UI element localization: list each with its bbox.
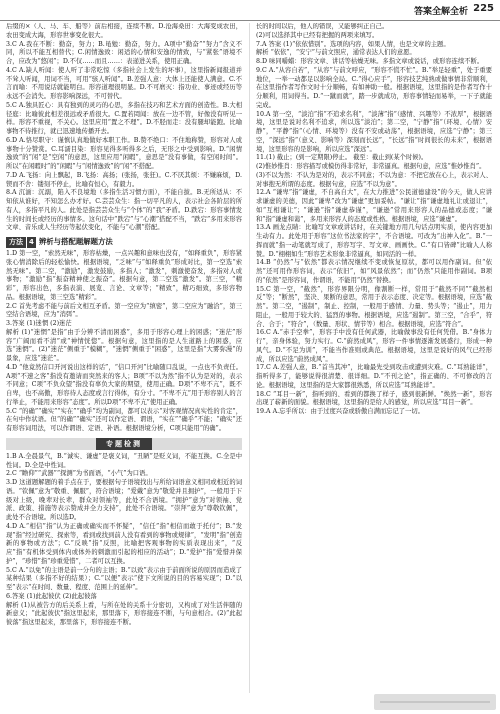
answer-paragraph: 14.B “仍然”与“依然”都表示情况继续不变或恢复原状，都可以用作副词。但“依然”还可用作形容词，表示“依旧”，如“风景依然”；而“仍然”只能用作副词。B项的“依然”是形容词，作谓语，不能用“仍然”替换。 bbox=[256, 259, 492, 284]
answer-paragraph: 3.答案 (1)迷惘 (2)迷茫 bbox=[6, 320, 72, 327]
answer-paragraph: 2.C “瞻仰”“武器”“探测”为书面语，“小气”为口语。 bbox=[6, 470, 152, 478]
answer-paragraph: 4.C A.缺人听闻：使人听了非常吃惊（多指社会上发生的坏事），这里指新闻报道并不耸人听闻，用词不当，可用“骇人听闻”。B.差强人意：大体上还能使人满意。C.不言而喻：不用说话就能明白。形容道理很明显。D.不可磨灭：指功业、事迹或经历等永远不会消失。形容影响深远，不可替代。 bbox=[6, 66, 242, 100]
answer-paragraph: (2)惟妙惟肖：形容描写或模仿得非常好，非常逼真。根据句意，应选“惟妙惟肖”。 bbox=[256, 163, 486, 170]
answer-paragraph: 1.D 第一空，“索然无味”，形容枯燥，一点兴趣和意味也没有，“如释重负”，形容紧张心情消除后的轻松愉快。根据语境，“乏味”与“如释重负”形成对比，第一空选“索然无味”。第二空，“激励”，激发鼓励，多指人；“激发”，刺激使奋发，多指对人或事物；“激励”指“振奋精神使之振奋”。根据句意，第二空选“激发”。第三空，“精彩”，形容出色，多指表演、展览、言论、文章等；“精致”，精巧细致，多形容物品。根据语境，第三空选“精彩”。 bbox=[6, 250, 242, 301]
answer-paragraph: 5.C “的确”“确实”“实在”“确乎”均为副词，都可以表示“对客观情况真实性的肯定”，在句中作状语。但“的确”“确实”还可以作定语、谓语，“实在”“确乎”不能；“确实”还有形容词用法，可以作谓语、定语、补语。根据语境分析，C项只能用“的确”。 bbox=[6, 407, 242, 432]
method-heading bbox=[6, 236, 242, 248]
answer-paragraph: 6.D A.恪尽职守：谨慎认真地做好本职工作。B.赞不绝口：不住地称赞，形容对人或事物十分赞赏。C.耳濡目染：形容见得多听得多之后，无形之中受到影响。D.“闲情逸致”的“闲”是“空闲”的意思，这里应用“闲暇”，意思是“没有事做，有空闲时间”。所以“在闲暇时”的“闲暇”与“闲情逸致”的“闲”不搭配。 bbox=[6, 136, 242, 170]
answer-paragraph: (3)不以为然：不认为是对的，表示不同意；不以为意：不把它放在心上，表示对人、对事抱无所谓的态度。根据句意，应选“不以为意”。 bbox=[256, 171, 492, 188]
method-number: 4 bbox=[29, 238, 34, 246]
watermark-stamp bbox=[374, 694, 496, 710]
left-column bbox=[6, 23, 242, 693]
answer-paragraph: 11.(1) 截止；(到一定期限)停止。 截至：截止到(某个时候)。 bbox=[256, 154, 428, 162]
answer-paragraph: 15.C 第一空，“截然”，形容界限分明，像割断一样，常用于“截然不同”“截然相反”等；“断然”，坚决、果断的意思，常用于表示态度、决定等。根据语境，应选“截然”。第二空，“遏制”，制止、控制，一般用于感情、力量、势头等；“遏止”，用力阻止，一般用于较大的、猛烈的事物。根据语境，应选“遏制”。第三空，“合乎”，符合、合于；“符合”，（数量、形状、情节等）相合。根据语境，应选“符合”。 bbox=[256, 285, 492, 328]
answer-paragraph: 7.D A.飞扬：向上飘起，B.飞扬：高扬；(张扬，张狂)。C.不厌其烦：不嫌麻烦，D.锲而不舍：镂刻不停止，比喻有恒心，有毅力。 bbox=[6, 171, 242, 188]
method-title: 辨析与搭配题解题方法 bbox=[38, 237, 113, 246]
answer-paragraph: 12.A “谦卑”指“谦虚，不自高自大”，在大力推进“公民道德建设”的今天，做人应讲求谦虚的美德，因此“谦卑”改为“谦虚”更加妥帖。“谦让”指“谦虚地礼让或退让”，如“互相谦让”；“谦逊”指“谦虚恭谨”，“谦逊”常用来形容人的品德或态度；“谦和”指“谦虚和蔼”，多用来形容人的态度或性格。根据语境，应选“谦虚”。 bbox=[256, 189, 492, 223]
answer-paragraph: 3.C A.我在不断：勤奋，努力；B.黾勉：勤奋，努力。A项中“勤奋”“努力”含义不同，所以不能互相替代；C.闲情逸致：闲适的心情和安逸的情致，与“紧张”语境不合，应改为“悠闲”；D.不仅……而且……：表递进关系，使用正确。 bbox=[6, 40, 242, 65]
page-header bbox=[0, 0, 500, 21]
answer-paragraph: 3.D 这道题解题的着手点在于，要根据句子语境找出与所给词语意义相同或相近的词语。“钦佩”意为“敬重、佩服”，符合语境；“爱戴”意为“敬爱并且拥护”，一般用于下级对上级，晚辈对长辈，群众对领袖等，此处不合语境。“拥护”意为“对领袖、党派、政策、措施等表示赞成并全力支持”，此处不合语境。“崇拜”意为“尊敬钦佩”，此处不合语境。所以选D。 bbox=[6, 479, 242, 521]
answer-paragraph: 17.C A.差强人意，B.“首当其冲”，比喻最先受到攻击或遭到灾难。C.“耳熟能详”，指听得多了，能够说得很清楚、很详细。D.“不刊之论”，指正确的、不可修改的言论。根据语境，这里指的是大家都很熟悉，所以应选“耳熟能详”。 bbox=[256, 364, 492, 389]
answer-paragraph: 19.A A.忘乎所以：由于过度兴奋或骄傲自满而忘记了一切。 bbox=[256, 408, 424, 415]
page-number: 225 bbox=[473, 3, 494, 14]
answer-paragraph: 18.C “耳目一新”，指听到的、看到的都换了样子，感到很新鲜。“焕然一新”，形容出现了崭新的面貌。根据语境，这里指的是给人的感觉，所以应选“耳目一新”。 bbox=[256, 390, 492, 407]
answer-paragraph: 8.A 沉湎：沉溺，陷入不良境地（多指生活习惯方面），不能自拔。B.无所适从：不知依从谁好，不知怎么办才好。C.芸芸众生：指一切平凡的人，表示社会各阶层的所有人，多指平凡的人。此处是指芸芸众生与“个体”的“我”矛盾。D.跌宕：形容事情发生的时间长或经历的事情多。这句话中“跌宕”与“心潮”搭配不当，“跌宕”多用来形容文章、音乐或人生经历等起伏变化，不能与“心潮”搭配。 bbox=[6, 189, 242, 232]
column-divider bbox=[249, 23, 250, 693]
answer-paragraph: (2)可以选择其中已经有把握的两项来填写。 bbox=[256, 31, 379, 39]
answer-paragraph: 1.B A.全晨景气，B.“诚实、谦虚”是褒义词，“丑陋”是贬义词，不能互换。C.全是中性词。D.全是中性词。 bbox=[6, 452, 242, 469]
answer-paragraph: 4.D “他竟然信口开河说出这样的话”，“信口开河”比喻随口乱说，一点也不负责任。A项“不速之客”指没有邀请而突然来的客人；B项“不以为然”指不认为是对的，表示不同意；C项“不负众望”指没有辜负大家的期望，使用正确。D项“不卑不亢”，既不自卑，也不高傲，形容待人态度或言行得体，有分寸。“不卑不亢”用于形容别人的言行举止，不能用来形容“态度”。所以D项“不卑不亢”使用正确。 bbox=[6, 363, 242, 406]
right-column bbox=[256, 23, 492, 693]
answer-paragraph: 13.A 画龙点睛：比喻写文章或讲话时，在关键地方用几句话点明实质，使内容更加生动有力。此处用于形容“这位书法家的字”，不合语境。可改为“出神入化”。B.“一挥而就”指一动笔就写成了，形容写字、写文章、画画快。C.“有口皆碑”比喻人人称赞。D.“栩栩如生”形容艺术形象非常逼真，如同活的一样。 bbox=[256, 224, 492, 258]
answer-paragraph: 7.A 答案 (1)“依依惜别”。选项的内容，如果人情，也是文章的主题。 bbox=[256, 40, 450, 48]
answer-paragraph: 解析 (1)“迷惘”是指“由于分辨不清而困惑”，多用于形容心理上的困惑；“迷茫”形容“广阔而看不清”或“神情恍惚”。根据句意，这里指的是人生道路上的困惑，应选“迷惘”。(2)“迷茫”侧重于“模糊”，“迷惘”侧重于“困惑”，这里是指“大雾弥漫”的景象，应选“迷茫”。 bbox=[6, 328, 242, 362]
section-band-label: 专题检测 bbox=[96, 438, 152, 450]
answer-paragraph: 6.答案 (1)此起彼伏 (2)此起彼落 bbox=[6, 592, 97, 600]
answer-paragraph: 9.C A.“从容自若”，“从容”与前文呼应，“形容不慌不忙”。B.“举足轻重”，处于重要地位，一举一动都足以影响全局。C.“得心应手”，形容技艺纯熟或做事情非常顺利，在这里指作者写作文时十分顺畅，有如神助一般。根据语境，这里指的是作者写作十分顺利，用词得当。D.“一蹴而就”，踏一步就成功，形容事情轻而易举，一下子就能完成。 bbox=[256, 66, 492, 109]
section-band bbox=[6, 438, 242, 450]
answer-paragraph: 长的时间以后，他人的错误，又能够纠正自己。 bbox=[256, 23, 389, 30]
answer-paragraph: 解析 “依依”，“安宁”与前文照应，通常表达人们的意愿。 bbox=[256, 49, 416, 57]
answer-paragraph: 2.C 首先考虑不能与前后文相互矛盾。第一空应为“缜密”，第二空应为“融洽”，第三空结合语境，应为“消弭”。 bbox=[6, 302, 242, 319]
answer-paragraph: 4.D A.“相信”指“认为正确或确实而不怀疑”，“信任”指“相信而敢于托付”；B.“发现”指“经过研究、探索等，看到或找到前人没有看到的事物或规律”，“发明”指“创造新的事物或方法”；C.“反映”指“反照，比喻把客观事物的实质表现出来”，“反应”指“有机体受到体内或体外的刺激而引起的相应的活动”；D.“爱护”指“爱惜并保护”，“珍惜”指“珍重爱惜”，二者可以互换。 bbox=[6, 522, 242, 565]
answer-paragraph: 5.C A.“以免”的主语是前一分句的主语；B.“以致”表示由于前面所说的原因而造成了某种结果（多指不好的结果）；C.“以便”表示“使下文所说的目的容易实现”；D.“以至”表示“在时间、数量、程度、范围上的延伸”。 bbox=[6, 566, 242, 591]
answer-paragraph: 后缀的×（人、马、车、船等）前后相接，连续不断。D.沧海桑田：大海变成农田，农田变成大海，形容世事变化很大。 bbox=[6, 23, 242, 39]
answer-paragraph: 8.D 味同嚼蜡：形容文章、讲话等枯燥无味。多指文章或说话，或形容连续不断。 bbox=[256, 58, 484, 65]
answer-paragraph: 5.C A.独具匠心：具有独到的灵巧的心思，多指在技巧和艺术方面的创造性。B.大相径庭：比喻彼此相差很远或矛盾很大。C.置若罔闻：放在一边不管，好像没有听见一样。形容不重视，不关心。这里应用“置之不理”。D.不胫而走：没有腿却能跑。比喻事物不待推行，就已迅速地传播开去。 bbox=[6, 101, 242, 135]
answer-paragraph: 10.A 第一空，“淡泊”指“不追求名利”，“淡薄”指“（感情、兴趣等）不浓厚”，根据语境，这里是说对名利不追求，所以选“淡泊”；第二空，“宁静”指“（环境、心情）安静”，“平静”指“（心情、环境等）没有不安或动荡”，根据语境，应选“宁静”；第三空，“深远”指“（意义、影响等）深刻而长远”，“长远”指“时间很长的未来”，根据语境，这里形容的是影响，所以应选“深远”。 bbox=[256, 110, 492, 153]
method-tag: 方法 bbox=[6, 237, 26, 248]
answer-paragraph: 16.C A.“赤手空拳”，形容手中没有任何武器，比喻做事没有任何凭借。B.“身体力行”，亲身体验，努力实行。C.“蔚然成风”，形容一件事情逐渐发展盛行，形成一种风气。D.“不足为训”，不能当作准则或典范。根据语境，这里是说好的风气已经形成，所以应选“蔚然成风”。 bbox=[256, 329, 492, 363]
header-title: 答案全解全析 bbox=[413, 7, 468, 17]
answer-paragraph: 解析 (1)从被告方的后关系上看，与所在处的关系十分密切，又构成了对生活伴随的新意义；“此起彼伏”指这里起来，那里落下，形容接连不断，与句意相合。(2)“此起彼落”指这里起来，那里落下，形容接连不断。 bbox=[6, 601, 242, 626]
